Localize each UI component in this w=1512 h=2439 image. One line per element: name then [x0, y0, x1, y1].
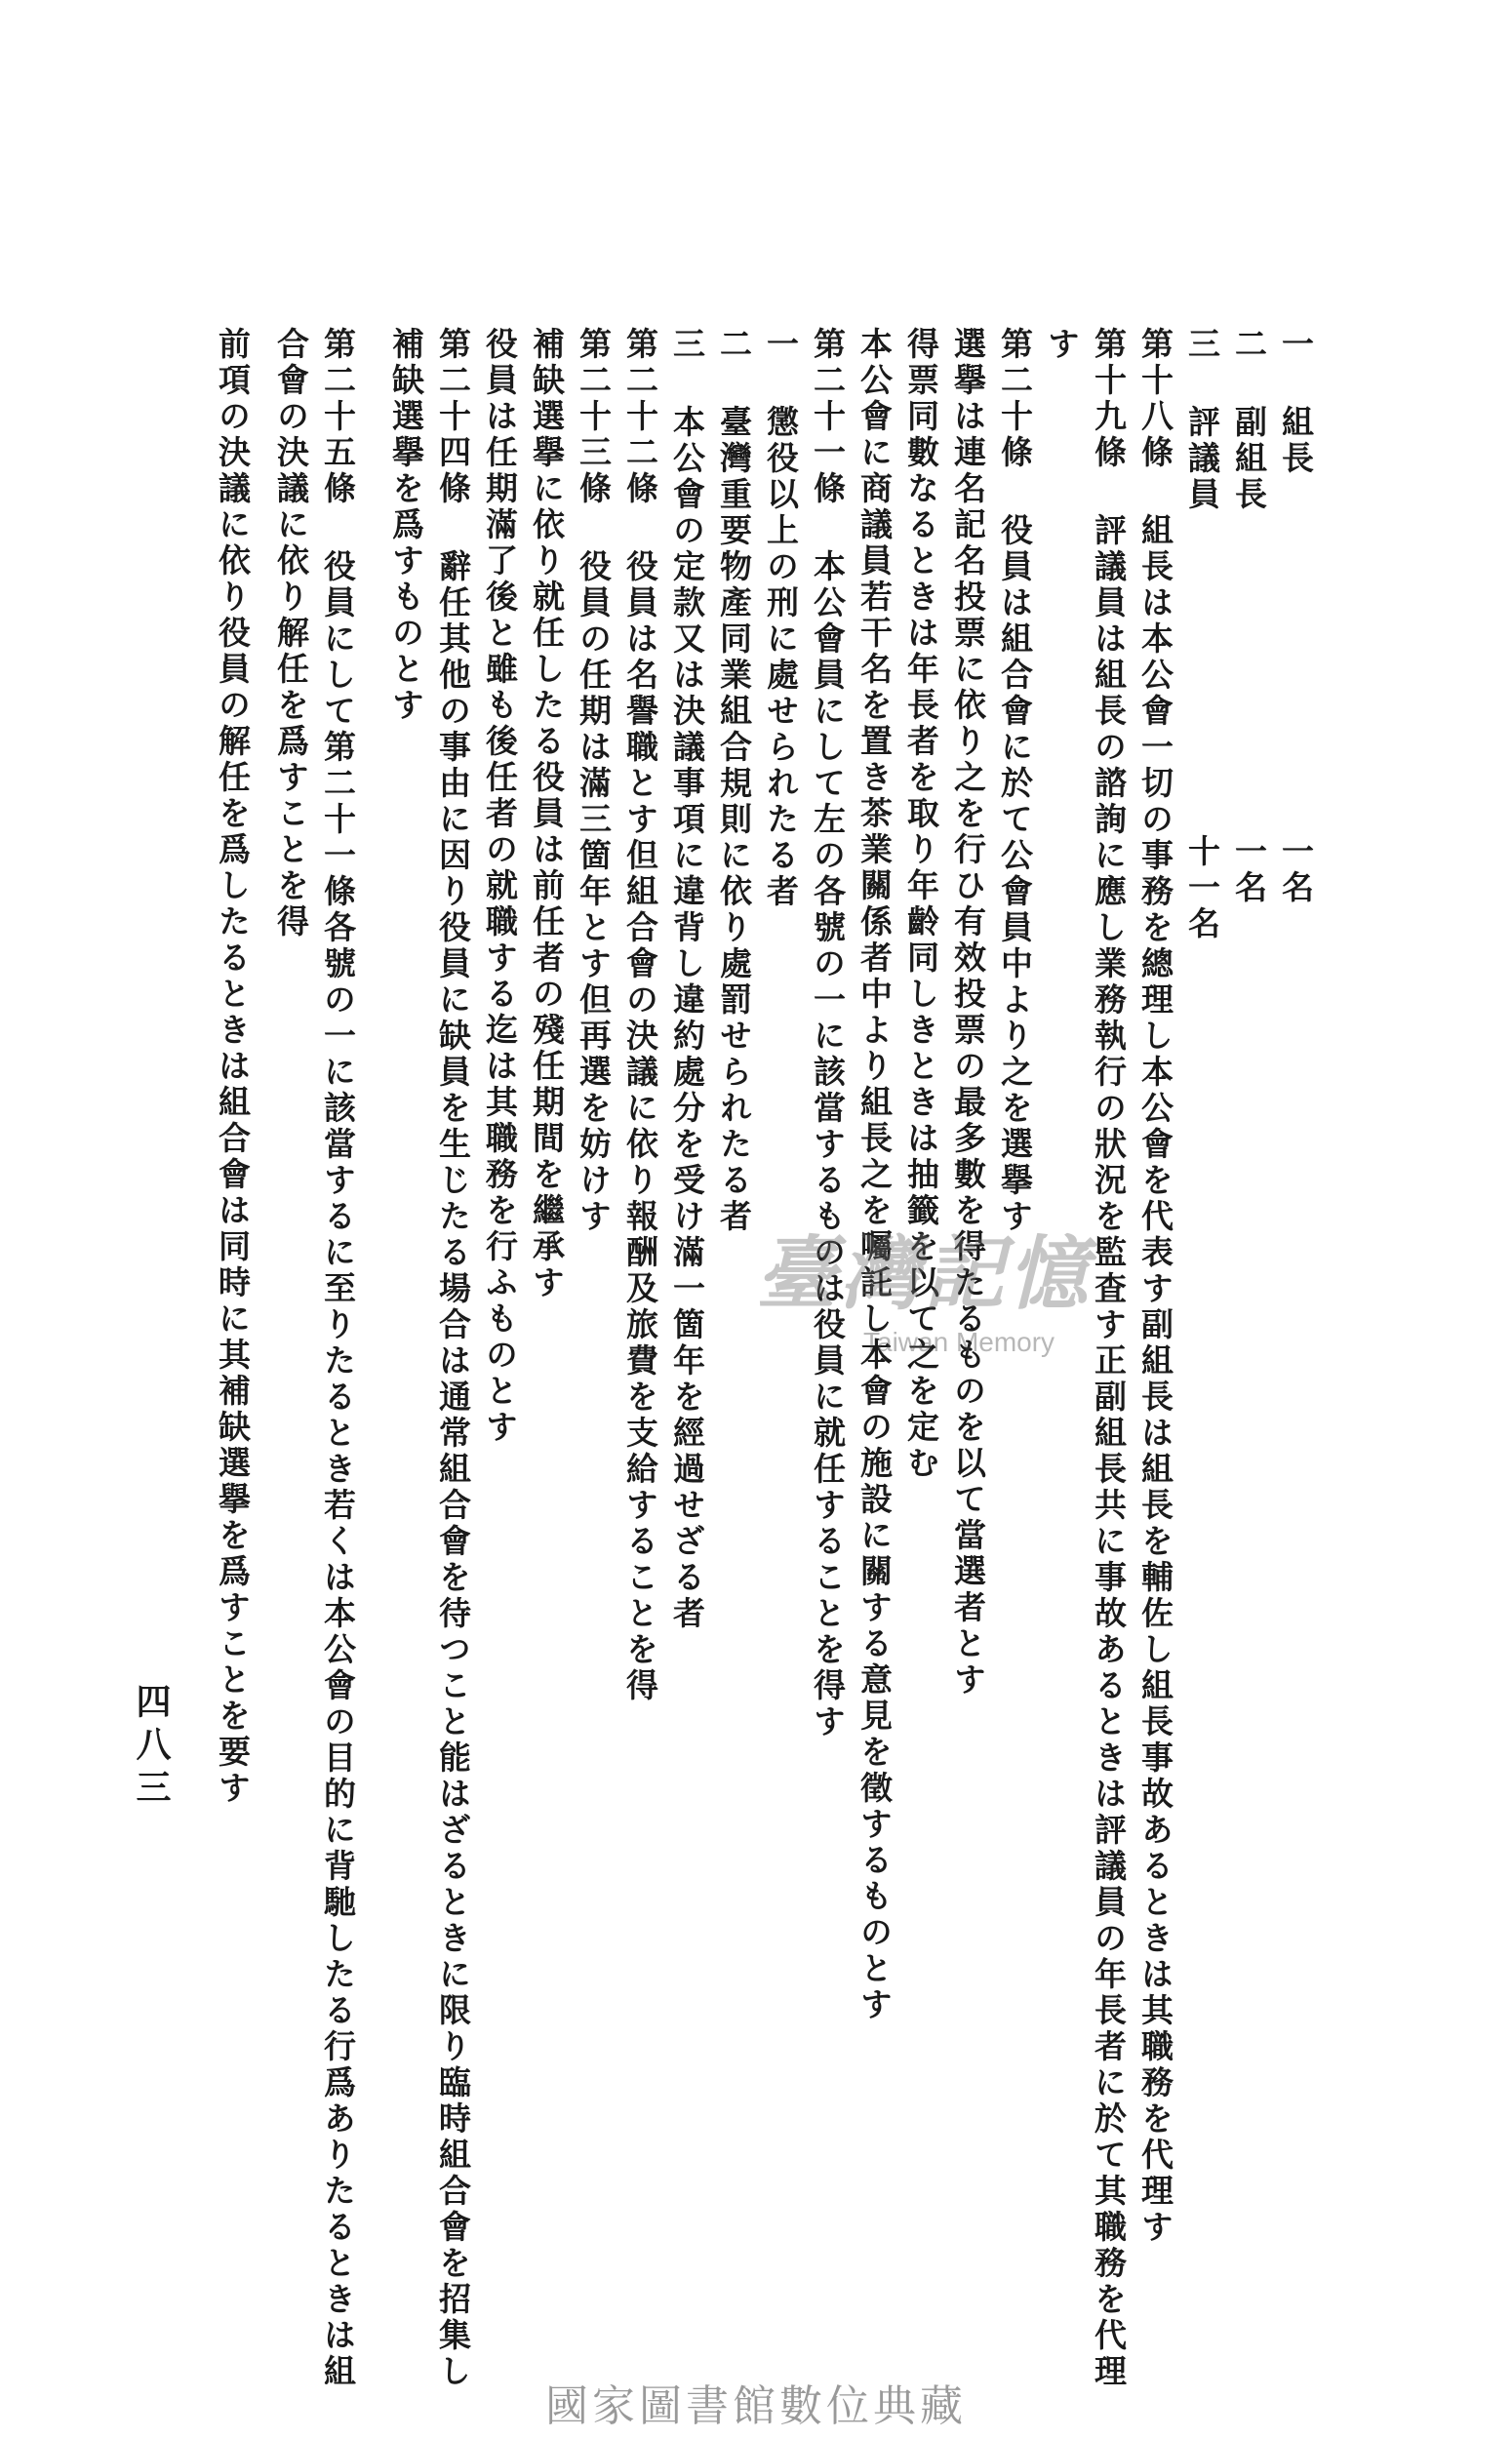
article-25-cont: 合會の決議に依り解任を爲すことを得 [272, 327, 310, 940]
watermark-english: Taiwan Memory [863, 1327, 1055, 1357]
officer-count: 一名 [1277, 834, 1315, 906]
article-21-item-1: 一 懲役以上の刑に處せられたる者 [762, 327, 800, 910]
article-20: 第二十條 役員は組合會に於て公會員中より之を選擧す [996, 327, 1034, 1235]
article-20-para-4: 本公會に商議員若干名を置き茶業關係者中より組長之を囑託し本會の施設に關する意見を徵するものとす [855, 327, 894, 2023]
article-21: 第二十一條 本公會員にして左の各號の一に該當するものは役員に就任することを得す [809, 327, 847, 1740]
page-number: 四八三 [131, 1683, 172, 1812]
officer-count: 十一名 [1183, 834, 1221, 942]
article-23-para-2: 補缺選擧に依り就任したる役員は前任者の殘任期間を繼承す [528, 327, 566, 1301]
article-25: 第二十五條 役員にして第二十一條各號の一に該當するに至りたるとき若くは本公會の目的に背馳したる行爲ありたるときは組 [319, 327, 357, 2390]
officer-label: 一 組長 [1277, 327, 1315, 477]
watermark-chinese: 臺灣記憶 [756, 1227, 1092, 1321]
officer-row-leader [1277, 327, 1315, 906]
article-20-para-2: 選擧は連名記名投票に依り之を行ひ有效投票の最多數を得たるものを以て當選者とす [949, 327, 987, 1699]
officer-label: 三 評議員 [1183, 327, 1221, 513]
article-19-cont: す [1043, 327, 1081, 363]
officer-count: 一名 [1230, 834, 1268, 906]
article-21-item-3: 三 本公會の定款又は決議事項に違背し違約處分を受け滿一箇年を經過せざる者 [668, 327, 706, 1632]
article-22: 第二十二條 役員は名譽職とす但組合會の決議に依り報酬及旅費を支給することを得 [621, 327, 659, 1704]
article-23-para-3: 役員は任期滿了後と雖も後任者の就職する迄は其職務を行ふものとす [481, 327, 519, 1446]
article-24-cont: 補缺選擧を爲すものとす [387, 327, 425, 724]
article-18: 第十八條 組長は本公會一切の事務を總理し本公會を代表す副組長は組長を輔佐し組長事故あるときは其職務を代理す [1136, 327, 1174, 2246]
watermark-logo [756, 1227, 1214, 1400]
footer-caption: 國家圖書館數位典藏 [545, 2381, 967, 2431]
article-25-para-2: 前項の決議に依り役員の解任を爲したるときは組合會は同時に其補缺選擧を爲すことを要す [214, 327, 252, 1807]
article-23: 第二十三條 役員の任期は滿三箇年とす但再選を妨けす [575, 327, 613, 1235]
article-19: 第十九條 評議員は組長の諮詢に應し業務執行の狀況を監査す正副組長共に事故あるときは評議員の年長者に於て其職務を代理 [1090, 327, 1128, 2390]
article-21-item-2: 二 臺灣重要物產同業組合規則に依り處罰せられたる者 [715, 327, 753, 1235]
officer-row-councillors [1183, 327, 1221, 942]
article-20-para-3: 得票同數なるときは年長者を取り年齡同しきときは抽籤を以て之を定む [902, 327, 940, 1482]
article-24: 第二十四條 辭任其他の事由に因り役員に缺員を生じたる場合は通常組合會を待つこと能はざるときに限り臨時組合會を招集し [434, 327, 472, 2390]
officer-row-deputy [1230, 327, 1268, 906]
officer-label: 二 副組長 [1230, 327, 1268, 513]
